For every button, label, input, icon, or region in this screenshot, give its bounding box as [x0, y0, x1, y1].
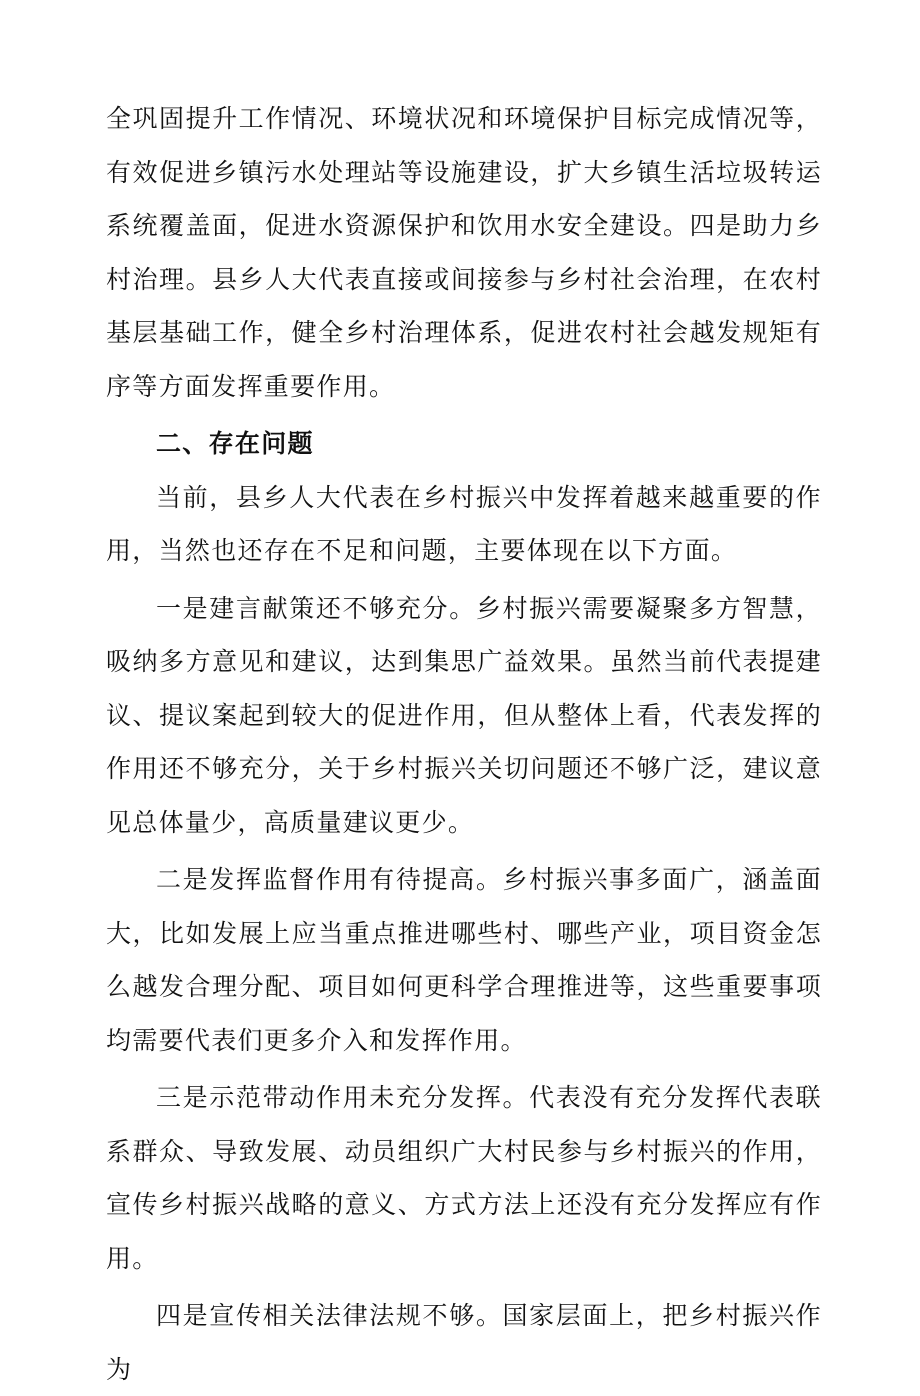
- paragraph-problem-3: 三是示范带动作用未充分发挥。代表没有充分发挥代表联系群众、导致发展、动员组织广大村民参与乡村振兴的作用，宣传乡村振兴战略的意义、方式方法上还没有充分发挥应有作用。: [106, 1083, 822, 1273]
- section-heading: 二、存在问题: [156, 429, 314, 458]
- paragraph-problem-2: 二是发挥监督作用有待提高。乡村振兴事多面广，涵盖面大，比如发展上应当重点推进哪些村、哪些产业，项目资金怎么越发合理分配、项目如何更科学合理推进等，这些重要事项均需要代表们更多介入和发挥作用。: [106, 865, 822, 1055]
- document-body: [106, 92, 822, 1396]
- paragraph-intro: 当前，县乡人大代表在乡村振兴中发挥着越来越重要的作用，当然也还存在不足和问题，主要体现在以下方面。: [106, 482, 822, 565]
- paragraph-continuation: 全巩固提升工作情况、环境状况和环境保护目标完成情况等，有效促进乡镇污水处理站等设施建设，扩大乡镇生活垃圾转运系统覆盖面，促进水资源保护和饮用水安全建设。四是助力乡村治理。县乡人大代表直接或间接参与乡村社会治理，在农村基层基础工作，健全乡村治理体系，促进农村社会越发规矩有序等方面发挥重要作用。: [106, 104, 822, 401]
- paragraph-problem-4: 四是宣传相关法律法规不够。国家层面上，把乡村振兴作为: [106, 1301, 822, 1384]
- paragraph-problem-1: 一是建言献策还不够充分。乡村振兴需要凝聚多方智慧，吸纳多方意见和建议，达到集思广益效果。虽然当前代表提建议、提议案起到较大的促进作用，但从整体上看，代表发挥的作用还不够充分，关于乡村振兴关切问题还不够广泛，建议意见总体量少，高质量建议更少。: [106, 593, 822, 837]
